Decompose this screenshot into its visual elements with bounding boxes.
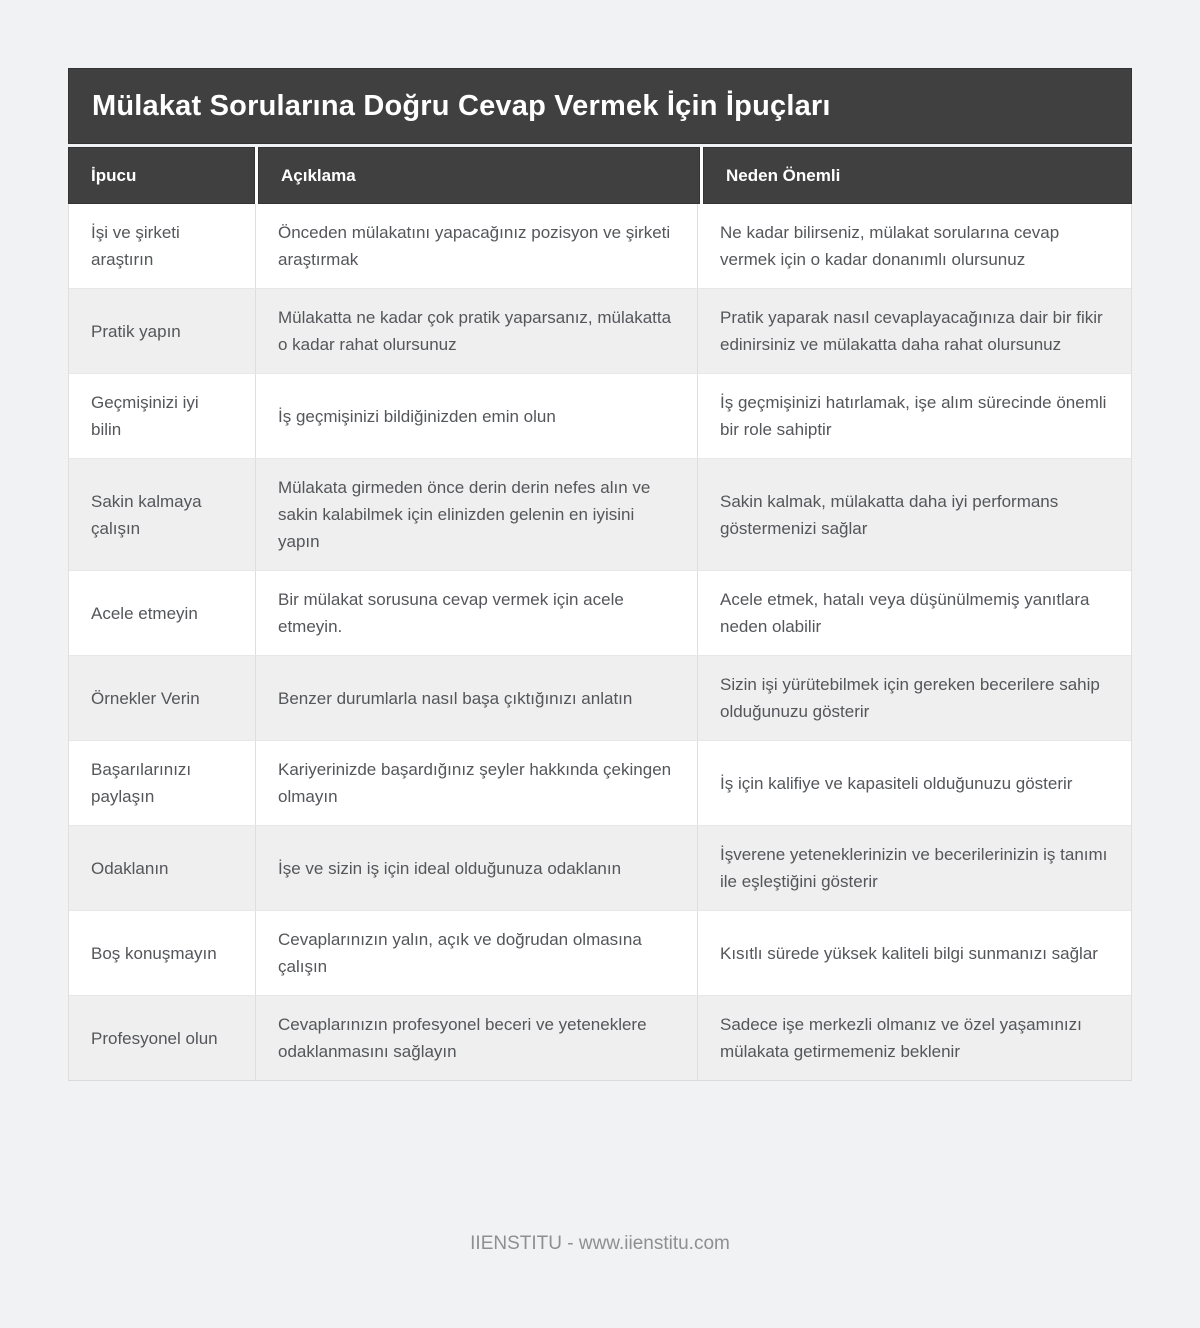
description-cell: İşe ve sizin iş için ideal olduğunuza odaklanın — [256, 826, 698, 910]
description-cell: Önceden mülakatını yapacağınız pozisyon ve şirketi araştırmak — [256, 204, 698, 288]
tip-cell: Başarılarınızı paylaşın — [69, 741, 256, 825]
table-row — [69, 571, 1131, 656]
description-cell: Bir mülakat sorusuna cevap vermek için acele etmeyin. — [256, 571, 698, 655]
tip-cell: Boş konuşmayın — [69, 911, 256, 995]
tips-table — [68, 68, 1132, 1081]
tip-cell: İşi ve şirketi araştırın — [69, 204, 256, 288]
tip-cell: Pratik yapın — [69, 289, 256, 373]
description-cell: Kariyerinizde başardığınız şeyler hakkında çekingen olmayın — [256, 741, 698, 825]
description-cell: Cevaplarınızın yalın, açık ve doğrudan olmasına çalışın — [256, 911, 698, 995]
why-cell: Sadece işe merkezli olmanız ve özel yaşamınızı mülakata getirmemeniz beklenir — [720, 1015, 1082, 1061]
tip-cell: Acele etmeyin — [69, 571, 256, 655]
column-header-tip: İpucu — [68, 147, 255, 204]
table-row — [69, 656, 1131, 741]
description-cell: İş geçmişinizi bildiğinizden emin olun — [256, 374, 698, 458]
tip-cell: Geçmişinizi iyi bilin — [69, 374, 256, 458]
table-row — [69, 459, 1131, 571]
why-cell: İşverene yeteneklerinizin ve becerilerinizin iş tanımı ile eşleştiğini gösterir — [720, 845, 1108, 891]
description-cell: Mülakata girmeden önce derin derin nefes alın ve sakin kalabilmek için elinizden gelenin en iyisini yapın — [256, 459, 698, 570]
table-row — [69, 741, 1131, 826]
table-row — [69, 289, 1131, 374]
table-header-row — [68, 147, 1132, 204]
table-row — [69, 204, 1131, 289]
footer-credit: IIENSTITU - www.iienstitu.com — [470, 1233, 730, 1254]
table-row — [69, 911, 1131, 996]
why-cell: Ne kadar bilirseniz, mülakat sorularına cevap vermek için o kadar donanımlı olursunuz — [720, 223, 1060, 269]
tip-cell: Odaklanın — [69, 826, 256, 910]
why-cell: Pratik yaparak nasıl cevaplayacağınıza dair bir fikir edinirsiniz ve mülakatta daha rahat olursunuz — [720, 308, 1103, 354]
description-cell: Cevaplarınızın profesyonel beceri ve yeteneklere odaklanmasını sağlayın — [256, 996, 698, 1080]
page-title: Mülakat Sorularına Doğru Cevap Vermek İçin İpuçları — [68, 68, 1132, 144]
table-row — [69, 826, 1131, 911]
why-cell: Acele etmek, hatalı veya düşünülmemiş yanıtlara neden olabilir — [720, 590, 1090, 636]
table-row — [69, 374, 1131, 459]
column-header-why: Neden Önemli — [703, 147, 1132, 204]
why-cell: Kısıtlı sürede yüksek kaliteli bilgi sunmanızı sağlar — [720, 943, 1098, 963]
why-cell: Sakin kalmak, mülakatta daha iyi performans göstermenizi sağlar — [720, 491, 1059, 538]
tip-cell: Profesyonel olun — [69, 996, 256, 1080]
why-cell: İş için kalifiye ve kapasiteli olduğunuzu gösterir — [720, 773, 1073, 793]
table-body — [68, 204, 1132, 1081]
table-row — [69, 996, 1131, 1080]
tip-cell: Sakin kalmaya çalışın — [69, 459, 256, 570]
description-cell: Mülakatta ne kadar çok pratik yaparsanız, mülakatta o kadar rahat olursunuz — [256, 289, 698, 373]
why-cell: İş geçmişinizi hatırlamak, işe alım sürecinde önemli bir role sahiptir — [720, 393, 1107, 439]
column-header-description: Açıklama — [258, 147, 700, 204]
description-cell: Benzer durumlarla nasıl başa çıktığınızı anlatın — [256, 656, 698, 740]
tip-cell: Örnekler Verin — [69, 656, 256, 740]
why-cell: Sizin işi yürütebilmek için gereken becerilere sahip olduğunuzu gösterir — [720, 675, 1100, 721]
